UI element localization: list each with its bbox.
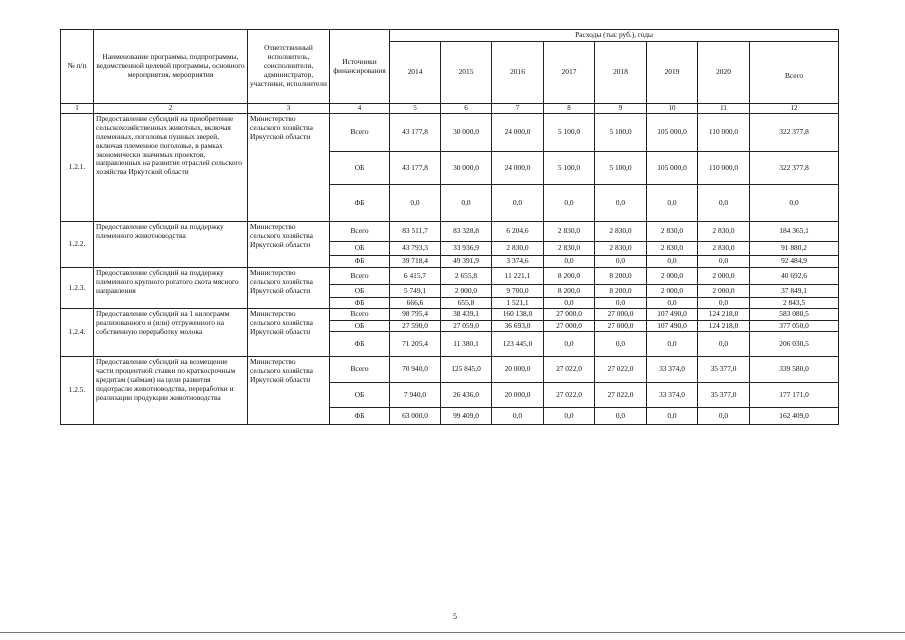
year-value: 2 000,0 <box>647 268 698 285</box>
item-executor: Министерство сельского хозяйства Иркутской области <box>248 114 330 222</box>
year-value: 110 000,0 <box>698 152 750 185</box>
item-executor: Министерство сельского хозяйства Иркутской области <box>248 309 330 357</box>
column-number: 4 <box>330 104 390 114</box>
year-value: 49 391,9 <box>441 256 492 268</box>
total-value: 339 580,0 <box>750 357 839 383</box>
year-value: 27 059,0 <box>441 321 492 332</box>
year-value: 6 415,7 <box>390 268 441 285</box>
total-value: 322 377,8 <box>750 152 839 185</box>
year-value: 0,0 <box>544 408 595 425</box>
header-source: Источники финансирования <box>330 30 390 104</box>
year-value: 2 830,0 <box>595 242 647 256</box>
year-value: 5 100,0 <box>544 114 595 152</box>
header-year: 2020 <box>698 42 750 104</box>
funding-source: Всего <box>330 222 390 242</box>
funding-source: ФБ <box>330 408 390 425</box>
year-value: 8 200,0 <box>544 268 595 285</box>
year-value: 8 200,0 <box>595 285 647 298</box>
year-value: 125 845,0 <box>441 357 492 383</box>
year-value: 27 000,0 <box>595 321 647 332</box>
header-year: 2015 <box>441 42 492 104</box>
table-row <box>61 222 839 242</box>
item-executor: Министерство сельского хозяйства Иркутской области <box>248 357 330 425</box>
year-value: 0,0 <box>698 408 750 425</box>
total-value: 92 484,9 <box>750 256 839 268</box>
funding-source: Всего <box>330 357 390 383</box>
year-value: 9 700,0 <box>492 285 544 298</box>
year-value: 2 830,0 <box>492 242 544 256</box>
column-number: 10 <box>647 104 698 114</box>
year-value: 0,0 <box>595 256 647 268</box>
total-value: 206 030,5 <box>750 332 839 357</box>
year-value: 160 138,0 <box>492 309 544 321</box>
total-value: 91 880,2 <box>750 242 839 256</box>
year-value: 107 490,0 <box>647 321 698 332</box>
total-value: 162 409,0 <box>750 408 839 425</box>
year-value: 5 100,0 <box>595 114 647 152</box>
year-value: 0,0 <box>698 185 750 222</box>
year-value: 27 022,0 <box>544 383 595 408</box>
year-value: 0,0 <box>595 185 647 222</box>
year-value: 33 374,0 <box>647 357 698 383</box>
year-value: 39 718,4 <box>390 256 441 268</box>
funding-source: ОБ <box>330 242 390 256</box>
year-value: 0,0 <box>698 256 750 268</box>
year-value: 20 000,0 <box>492 357 544 383</box>
year-value: 0,0 <box>390 185 441 222</box>
year-value: 2 000,0 <box>647 285 698 298</box>
year-value: 30 000,0 <box>441 114 492 152</box>
year-value: 5 100,0 <box>544 152 595 185</box>
year-value: 123 445,0 <box>492 332 544 357</box>
year-value: 35 377,0 <box>698 357 750 383</box>
year-value: 2 830,0 <box>544 222 595 242</box>
year-value: 27 590,0 <box>390 321 441 332</box>
year-value: 0,0 <box>544 298 595 309</box>
item-executor: Министерство сельского хозяйства Иркутской области <box>248 222 330 268</box>
year-value: 98 795,4 <box>390 309 441 321</box>
year-value: 83 511,7 <box>390 222 441 242</box>
funding-source: ОБ <box>330 383 390 408</box>
funding-source: ФБ <box>330 256 390 268</box>
year-value: 20 000,0 <box>492 383 544 408</box>
year-value: 2 830,0 <box>698 222 750 242</box>
item-name: Предоставление субсидий на поддержку племенного животноводства <box>94 222 248 268</box>
item-number: 1.2.1. <box>61 114 94 222</box>
year-value: 0,0 <box>647 332 698 357</box>
year-value: 0,0 <box>441 185 492 222</box>
header-name: Наименование программы, подпрограммы, ведомственной целевой программы, основного мероприятия, мероприятия <box>94 30 248 104</box>
table-body <box>61 114 839 425</box>
year-value: 24 000,0 <box>492 114 544 152</box>
year-value: 63 000,0 <box>390 408 441 425</box>
table-row <box>61 309 839 321</box>
year-value: 8 200,0 <box>595 268 647 285</box>
year-value: 27 000,0 <box>595 309 647 321</box>
page-number: 5 <box>453 612 457 621</box>
year-value: 27 022,0 <box>595 383 647 408</box>
year-value: 2 830,0 <box>595 222 647 242</box>
funding-source: ФБ <box>330 298 390 309</box>
column-number: 11 <box>698 104 750 114</box>
year-value: 5 100,0 <box>595 152 647 185</box>
total-value: 377 050,0 <box>750 321 839 332</box>
total-value: 0,0 <box>750 185 839 222</box>
column-number: 12 <box>750 104 839 114</box>
column-number: 7 <box>492 104 544 114</box>
total-value: 37 849,1 <box>750 285 839 298</box>
year-value: 107 490,0 <box>647 309 698 321</box>
year-value: 105 000,0 <box>647 114 698 152</box>
year-value: 0,0 <box>492 408 544 425</box>
year-value: 27 022,0 <box>544 357 595 383</box>
item-number: 1.2.3. <box>61 268 94 309</box>
table-row <box>61 268 839 285</box>
header-year: 2018 <box>595 42 647 104</box>
column-number: 2 <box>94 104 248 114</box>
year-value: 0,0 <box>544 256 595 268</box>
year-value: 27 000,0 <box>544 321 595 332</box>
header-num: № п/п <box>61 30 94 104</box>
year-value: 0,0 <box>492 185 544 222</box>
header-executor: Ответственный исполнитель, соисполнители, администратор, участники, исполнители <box>248 30 330 104</box>
column-number: 6 <box>441 104 492 114</box>
header-year: 2017 <box>544 42 595 104</box>
year-value: 0,0 <box>544 332 595 357</box>
year-value: 11 380,1 <box>441 332 492 357</box>
year-value: 0,0 <box>544 185 595 222</box>
table-row <box>61 357 839 383</box>
column-number: 8 <box>544 104 595 114</box>
funding-source: ОБ <box>330 152 390 185</box>
year-value: 43 793,3 <box>390 242 441 256</box>
year-value: 105 000,0 <box>647 152 698 185</box>
year-value: 27 022,0 <box>595 357 647 383</box>
year-value: 3 374,6 <box>492 256 544 268</box>
year-value: 0,0 <box>647 256 698 268</box>
year-value: 43 177,8 <box>390 152 441 185</box>
header-year: 2019 <box>647 42 698 104</box>
total-value: 583 080,5 <box>750 309 839 321</box>
year-value: 24 000,0 <box>492 152 544 185</box>
year-value: 38 439,1 <box>441 309 492 321</box>
year-value: 43 177,8 <box>390 114 441 152</box>
year-value: 33 374,0 <box>647 383 698 408</box>
year-value: 2 000,0 <box>698 285 750 298</box>
column-number: 3 <box>248 104 330 114</box>
year-value: 7 940,0 <box>390 383 441 408</box>
year-value: 0,0 <box>647 408 698 425</box>
year-value: 83 328,8 <box>441 222 492 242</box>
year-value: 0,0 <box>647 185 698 222</box>
header-total: Всего <box>750 42 839 104</box>
year-value: 2 830,0 <box>544 242 595 256</box>
year-value: 5 749,1 <box>390 285 441 298</box>
year-value: 0,0 <box>698 298 750 309</box>
item-name: Предоставление субсидий на поддержку племенного крупного рогатого скота мясного направления <box>94 268 248 309</box>
year-value: 2 000,0 <box>698 268 750 285</box>
year-value: 70 940,0 <box>390 357 441 383</box>
total-value: 184 365,1 <box>750 222 839 242</box>
funding-source: Всего <box>330 309 390 321</box>
year-value: 36 693,0 <box>492 321 544 332</box>
total-value: 2 843,5 <box>750 298 839 309</box>
item-number: 1.2.2. <box>61 222 94 268</box>
year-value: 33 936,9 <box>441 242 492 256</box>
year-value: 26 436,0 <box>441 383 492 408</box>
year-value: 71 205,4 <box>390 332 441 357</box>
year-value: 2 830,0 <box>647 242 698 256</box>
header-expenses: Расходы (тыс руб.), годы <box>390 30 839 42</box>
year-value: 0,0 <box>647 298 698 309</box>
funding-source: ФБ <box>330 332 390 357</box>
total-value: 322 377,8 <box>750 114 839 152</box>
item-name: Предоставление субсидий на 1 килограмм реализованного и (или) отгруженного на собственную переработку молока <box>94 309 248 357</box>
year-value: 2 830,0 <box>647 222 698 242</box>
year-value: 655,8 <box>441 298 492 309</box>
year-value: 11 221,1 <box>492 268 544 285</box>
year-value: 1 521,1 <box>492 298 544 309</box>
column-number: 1 <box>61 104 94 114</box>
year-value: 30 000,0 <box>441 152 492 185</box>
year-value: 6 204,6 <box>492 222 544 242</box>
year-value: 0,0 <box>698 332 750 357</box>
total-value: 40 692,6 <box>750 268 839 285</box>
year-value: 124 218,0 <box>698 309 750 321</box>
year-value: 2 830,0 <box>698 242 750 256</box>
year-value: 2 000,0 <box>441 285 492 298</box>
total-value: 177 171,0 <box>750 383 839 408</box>
year-value: 35 377,0 <box>698 383 750 408</box>
year-value: 110 000,0 <box>698 114 750 152</box>
year-value: 2 655,8 <box>441 268 492 285</box>
year-value: 0,0 <box>595 408 647 425</box>
year-value: 666,6 <box>390 298 441 309</box>
column-number: 9 <box>595 104 647 114</box>
funding-source: Всего <box>330 114 390 152</box>
header-year: 2014 <box>390 42 441 104</box>
year-value: 27 000,0 <box>544 309 595 321</box>
funding-source: ОБ <box>330 285 390 298</box>
funding-source: Всего <box>330 268 390 285</box>
bottom-divider <box>0 632 905 633</box>
item-number: 1.2.5. <box>61 357 94 425</box>
year-value: 0,0 <box>595 298 647 309</box>
item-number: 1.2.4. <box>61 309 94 357</box>
year-value: 124 218,0 <box>698 321 750 332</box>
item-name: Предоставление субсидий на приобретение сельскохозяйственных животных, включая племенных, поголовья пушных зверей, включая племенное поголовье, в рамках экономически значимых проектов, направленных на развитие отраслей сельского хозяйства Иркутской области <box>94 114 248 222</box>
expenses-table <box>60 29 839 425</box>
year-value: 8 200,0 <box>544 285 595 298</box>
column-number: 5 <box>390 104 441 114</box>
item-name: Предоставление субсидий на возмещение части процентной ставки по краткосрочным кредитам (займам) на цели развития подотрасли животноводства, переработки и реализации продукции животноводства <box>94 357 248 425</box>
year-value: 0,0 <box>595 332 647 357</box>
column-numbers-row <box>61 104 839 114</box>
funding-source: ОБ <box>330 321 390 332</box>
header-year: 2016 <box>492 42 544 104</box>
item-executor: Министерство сельского хозяйства Иркутской области <box>248 268 330 309</box>
funding-source: ФБ <box>330 185 390 222</box>
year-value: 99 409,0 <box>441 408 492 425</box>
table-row <box>61 114 839 152</box>
